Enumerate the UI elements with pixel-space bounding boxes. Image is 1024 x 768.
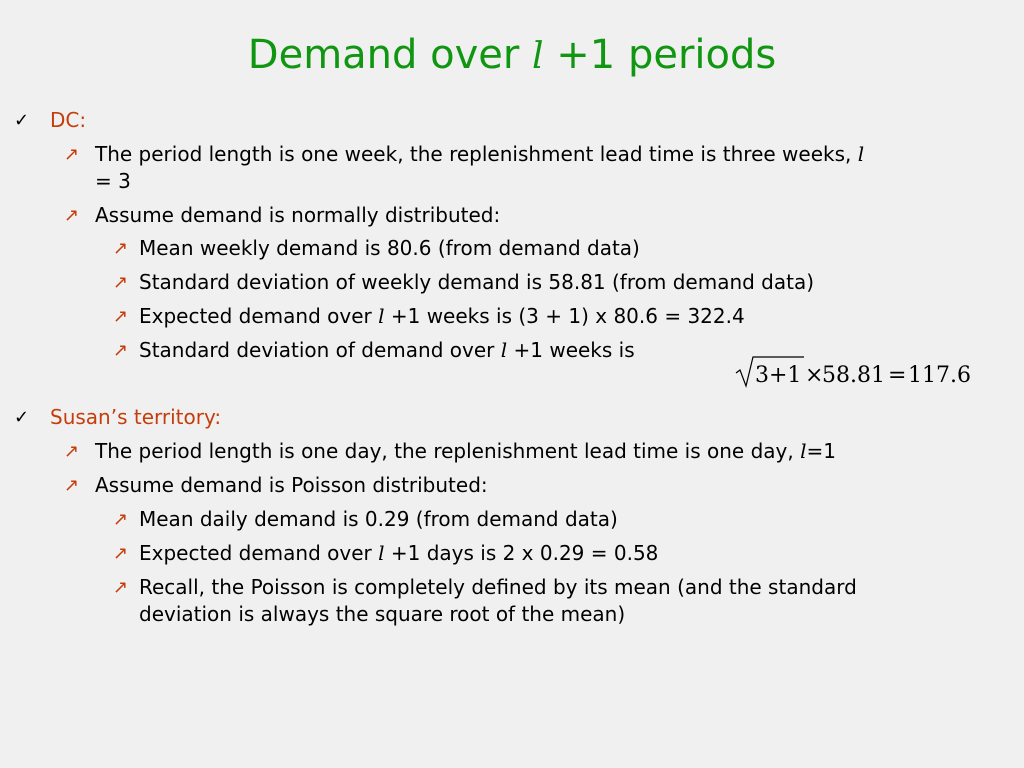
arrow-up-right-icon: ↗ <box>113 509 129 530</box>
check-icon: ✓ <box>14 110 30 131</box>
arrow-up-right-icon: ↗ <box>113 238 129 259</box>
check-icon: ✓ <box>14 407 30 428</box>
formula-equals: = <box>888 363 907 388</box>
dc-mean-weekly: ↗ Mean weekly demand is 80.6 (from demand data) <box>113 236 640 260</box>
arrow-up-right-icon: ↗ <box>113 306 129 327</box>
arrow-up-right-icon: ↗ <box>113 543 129 564</box>
susan-expected-demand: ↗ Expected demand over l +1 days is 2 x 0.29 = 0.58 <box>113 541 659 565</box>
formula-radicand: 3+1 <box>755 363 802 388</box>
slide-title: Demand over l +1 periods <box>247 32 777 78</box>
section-heading-susan: ✓ Susan’s territory: <box>14 405 222 429</box>
dc-sd-demand: ↗ Standard deviation of demand over l +1 weeks is <box>113 338 635 362</box>
title-variable-l: l <box>532 36 544 77</box>
formula-sd: 58.81 <box>822 363 885 388</box>
section-heading-dc: ✓ DC: <box>14 108 87 132</box>
dc-expected-demand: ↗ Expected demand over l +1 weeks is (3 + 1) x 80.6 = 322.4 <box>113 304 745 328</box>
sd-formula <box>733 352 993 392</box>
arrow-up-right-icon: ↗ <box>64 144 80 165</box>
susan-period-length: ↗ The period length is one day, the replenishment lead time is one day, l=1 <box>64 439 836 463</box>
susan-distribution: ↗ Assume demand is Poisson distributed: <box>64 473 488 497</box>
dc-period-length: ↗ The period length is one week, the replenishment lead time is three weeks, l = 3 <box>64 142 865 193</box>
dc-sd-weekly: ↗ Standard deviation of weekly demand is 58.81 (from demand data) <box>113 270 815 294</box>
arrow-up-right-icon: ↗ <box>113 577 129 598</box>
susan-poisson-recall: ↗ Recall, the Poisson is completely defined by its mean (and the standard deviation is always the square root of the mean) <box>113 575 857 626</box>
susan-mean-daily: ↗ Mean daily demand is 0.29 (from demand data) <box>113 507 618 531</box>
formula-result: 117.6 <box>908 363 971 388</box>
arrow-up-right-icon: ↗ <box>64 441 80 462</box>
arrow-up-right-icon: ↗ <box>113 272 129 293</box>
arrow-up-right-icon: ↗ <box>113 340 129 361</box>
arrow-up-right-icon: ↗ <box>64 205 80 226</box>
arrow-up-right-icon: ↗ <box>64 475 80 496</box>
formula-times: × <box>805 363 824 388</box>
dc-distribution: ↗ Assume demand is normally distributed: <box>64 203 501 227</box>
